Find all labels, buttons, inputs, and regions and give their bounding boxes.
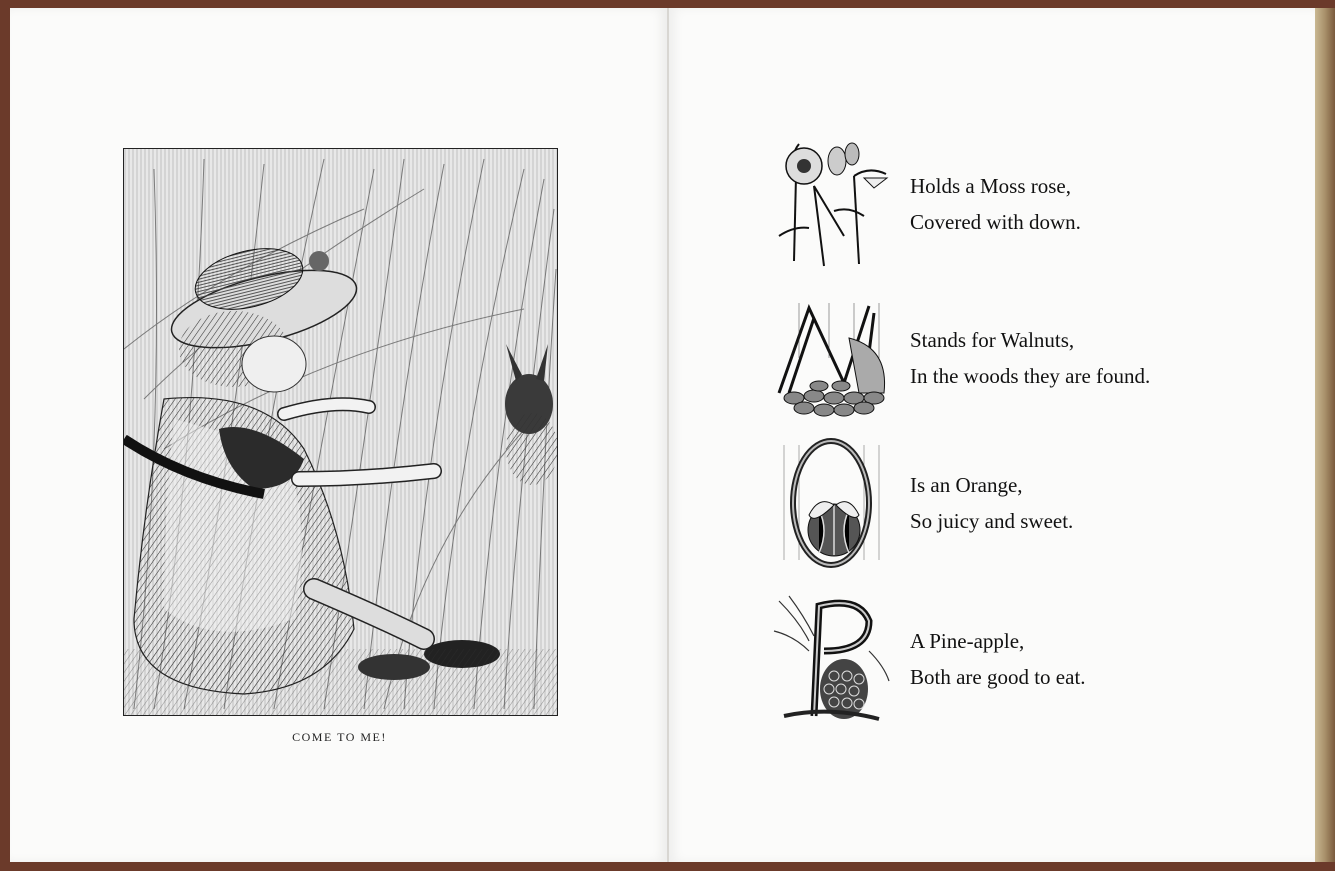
book-spread (10, 8, 1315, 862)
verse-entry-n (769, 290, 1150, 426)
verse-line: Is an Orange, (910, 473, 1023, 497)
verse-line: Both are good to eat. (910, 665, 1086, 689)
walnuts-letter-n-icon (769, 290, 894, 426)
verse-entry-o (769, 435, 1073, 571)
verse-lines (910, 322, 1150, 394)
verse-lines (910, 467, 1073, 539)
verse-line: So juicy and sweet. (910, 509, 1074, 533)
girl-and-hare-icon (124, 149, 557, 715)
verse-line: Stands for Walnuts, (910, 328, 1075, 352)
left-page (10, 8, 667, 862)
moss-rose-letter-m-icon (769, 136, 894, 272)
verse-entry-m (769, 136, 1081, 272)
page-edge (1315, 8, 1335, 862)
orange-letter-o-icon (769, 435, 894, 571)
verse-line: A Pine-apple, (910, 629, 1025, 653)
illustration-caption: COME TO ME! (292, 730, 387, 744)
pineapple-letter-p-icon (769, 591, 894, 727)
right-page (669, 8, 1315, 862)
verse-line: In the woods they are found. (910, 364, 1151, 388)
engraving-illustration (123, 148, 558, 716)
verse-entry-p (769, 591, 1086, 727)
verse-line: Covered with down. (910, 210, 1081, 234)
verse-line: Holds a Moss rose, (910, 174, 1071, 198)
verse-lines (910, 168, 1081, 240)
verse-lines (910, 623, 1086, 695)
